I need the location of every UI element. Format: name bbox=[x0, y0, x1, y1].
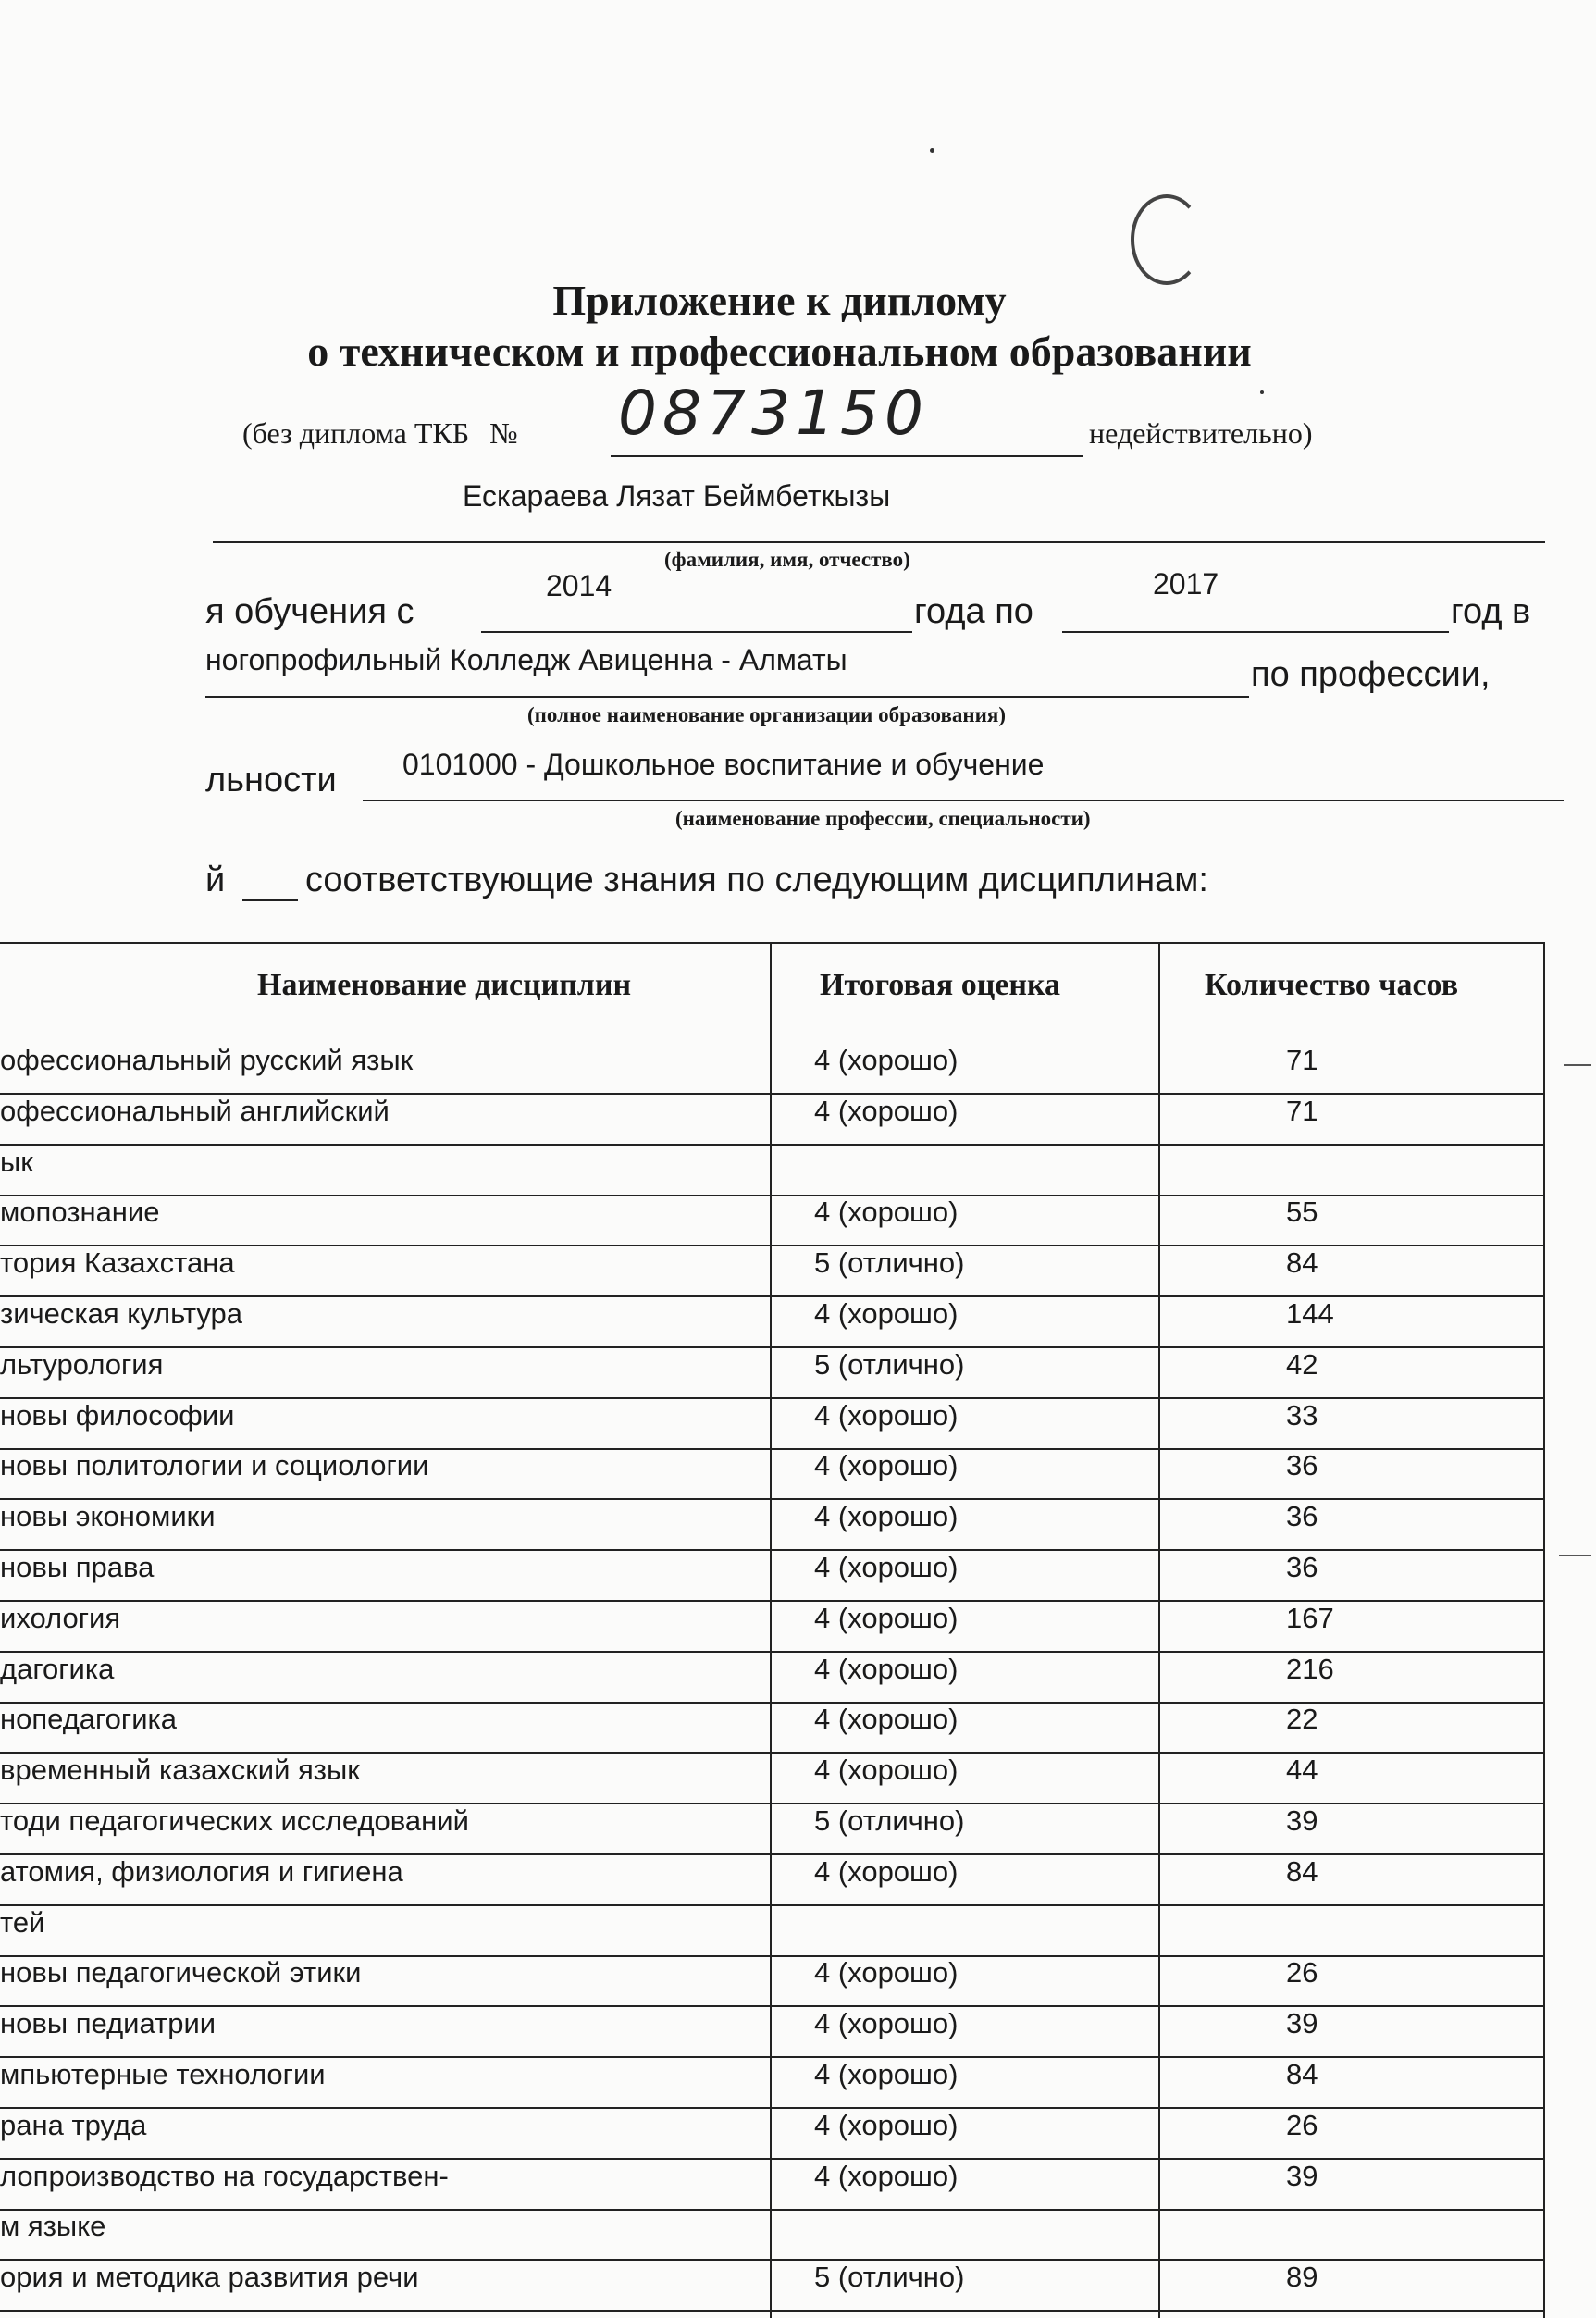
organization-name: ногопрофильный Колледж Авиценна - Алматы bbox=[205, 643, 847, 676]
hours-cell: 36 bbox=[1286, 1449, 1318, 1481]
grade-cell: 5 (отлично) bbox=[814, 1804, 965, 1837]
grade-cell: 4 (хорошо) bbox=[814, 1297, 959, 1330]
validity-line bbox=[242, 416, 518, 451]
grade-cell: 4 (хорошо) bbox=[814, 2109, 959, 2141]
discipline-name-cell: новы права bbox=[0, 1551, 155, 1583]
period-middle: года по bbox=[914, 592, 1033, 631]
hours-cell: 216 bbox=[1286, 1653, 1334, 1685]
table-row bbox=[0, 1956, 1545, 2007]
diploma-number-underline bbox=[611, 455, 1083, 457]
hours-cell: 36 bbox=[1286, 1500, 1318, 1532]
organization-caption: (полное наименование организации образования) bbox=[527, 703, 1007, 726]
table-row bbox=[0, 2007, 1545, 2058]
hours-cell: 33 bbox=[1286, 1399, 1318, 1432]
knowledge-blank bbox=[242, 899, 298, 901]
hours-cell: 44 bbox=[1286, 1754, 1318, 1786]
table-row bbox=[0, 1095, 1545, 1146]
table-row bbox=[0, 1449, 1545, 1500]
grade-cell: 4 (хорошо) bbox=[814, 1855, 959, 1888]
specialty-caption: (наименование профессии, специальности) bbox=[675, 807, 1091, 830]
table-row bbox=[0, 1653, 1545, 1704]
hours-cell: 39 bbox=[1286, 2007, 1318, 2039]
discipline-name-cell: офессиональный английский bbox=[0, 1095, 390, 1127]
table-row bbox=[0, 1297, 1545, 1348]
grade-cell: 4 (хорошо) bbox=[814, 1754, 959, 1786]
hours-cell: 89 bbox=[1286, 2261, 1318, 2293]
margin-tick bbox=[1559, 1555, 1591, 1556]
title-line-2: о техническом и профессиональном образовании bbox=[307, 328, 1252, 375]
discipline-name-cell: новы педагогической этики bbox=[0, 1956, 362, 1989]
discipline-name-cell: офессиональный русский язык bbox=[0, 1044, 414, 1076]
header-hours: Количество часов bbox=[1205, 968, 1459, 1002]
hours-cell: 39 bbox=[1286, 2160, 1318, 2192]
handwritten-c-mark bbox=[1131, 194, 1203, 285]
table-row bbox=[0, 1754, 1545, 1804]
hours-cell: 36 bbox=[1286, 1551, 1318, 1583]
knowledge-prefix: й bbox=[205, 861, 226, 899]
discipline-name-cell: тоди педагогических исследований bbox=[0, 1804, 469, 1837]
speck bbox=[930, 148, 934, 153]
table-row bbox=[0, 2058, 1545, 2109]
discipline-name-cell: новы философии bbox=[0, 1399, 235, 1432]
full-name: Ескараева Лязат Беймбеткызы bbox=[463, 479, 891, 513]
grade-cell: 4 (хорошо) bbox=[814, 1095, 959, 1127]
grade-cell: 4 (хорошо) bbox=[814, 1551, 959, 1583]
grade-cell: 4 (хорошо) bbox=[814, 1703, 959, 1735]
table-row bbox=[0, 1399, 1545, 1450]
table-row bbox=[0, 1196, 1545, 1246]
hours-cell: 84 bbox=[1286, 1855, 1318, 1888]
diploma-number: 0873150 bbox=[618, 378, 929, 449]
table-row bbox=[0, 1855, 1545, 1906]
table-row bbox=[0, 1602, 1545, 1653]
hours-cell: 39 bbox=[1286, 1804, 1318, 1837]
discipline-name-cell: тей bbox=[0, 1906, 45, 1939]
grade-cell: 4 (хорошо) bbox=[814, 2007, 959, 2039]
period-prefix: я обучения с bbox=[205, 592, 414, 631]
table-row bbox=[0, 1804, 1545, 1855]
hours-cell: 167 bbox=[1286, 1602, 1334, 1634]
discipline-name-cell: временный казахский язык bbox=[0, 1754, 360, 1786]
hours-cell: 84 bbox=[1286, 1246, 1318, 1279]
hours-cell: 26 bbox=[1286, 1956, 1318, 1989]
grade-cell: 4 (хорошо) bbox=[814, 1449, 959, 1481]
hours-cell: 42 bbox=[1286, 1348, 1318, 1381]
hours-cell: 71 bbox=[1286, 1095, 1318, 1127]
hours-cell: 26 bbox=[1286, 2109, 1318, 2141]
header-final-grade: Итоговая оценка bbox=[820, 968, 1061, 1002]
discipline-name-cell: новы экономики bbox=[0, 1500, 216, 1532]
period-suffix: год в bbox=[1451, 592, 1531, 631]
table-row bbox=[0, 1146, 1545, 1196]
hours-cell: 144 bbox=[1286, 1297, 1334, 1330]
knowledge-text: соответствующие знания по следующим дисциплинам: bbox=[305, 861, 1208, 899]
table-row bbox=[0, 1500, 1545, 1551]
row-divider bbox=[0, 2310, 1545, 2312]
discipline-name-cell: м языке bbox=[0, 2210, 106, 2242]
full-name-caption: (фамилия, имя, отчество) bbox=[664, 548, 910, 571]
grade-cell: 4 (хорошо) bbox=[814, 1602, 959, 1634]
table-row bbox=[0, 1906, 1545, 1957]
table-row bbox=[0, 1703, 1545, 1754]
table-row bbox=[0, 2160, 1545, 2211]
grade-cell: 4 (хорошо) bbox=[814, 2058, 959, 2090]
table-row bbox=[0, 2210, 1545, 2261]
organization-underline bbox=[205, 696, 1249, 698]
grade-cell: 4 (хорошо) bbox=[814, 1653, 959, 1685]
table-row bbox=[0, 2109, 1545, 2160]
full-name-underline bbox=[213, 541, 1545, 543]
hours-cell: 84 bbox=[1286, 2058, 1318, 2090]
disciplines-table bbox=[0, 942, 1545, 2318]
speck bbox=[1260, 390, 1264, 394]
start-year: 2014 bbox=[546, 569, 612, 602]
discipline-name-cell: тория Казахстана bbox=[0, 1246, 235, 1279]
table-row bbox=[0, 1348, 1545, 1399]
discipline-name-cell: рана труда bbox=[0, 2109, 147, 2141]
hours-cell: 22 bbox=[1286, 1703, 1318, 1735]
discipline-name-cell: льтурология bbox=[0, 1348, 164, 1381]
end-year-underline bbox=[1062, 631, 1449, 633]
discipline-name-cell: лопроизводство на государствен- bbox=[0, 2160, 449, 2192]
discipline-name-cell: новы педиатрии bbox=[0, 2007, 217, 2039]
discipline-name-cell: мопознание bbox=[0, 1196, 160, 1228]
discipline-name-cell: ык bbox=[0, 1146, 33, 1178]
table-row bbox=[0, 2261, 1545, 2312]
organization-suffix: по профессии, bbox=[1251, 655, 1491, 694]
table-row bbox=[0, 1044, 1545, 1095]
grade-cell: 4 (хорошо) bbox=[814, 1500, 959, 1532]
discipline-name-cell: нопедагогика bbox=[0, 1703, 178, 1735]
grade-cell: 4 (хорошо) bbox=[814, 2160, 959, 2192]
margin-tick bbox=[1564, 1064, 1591, 1066]
discipline-name-cell: атомия, физиология и гигиена bbox=[0, 1855, 403, 1888]
specialty-name: 0101000 - Дошкольное воспитание и обучение bbox=[402, 748, 1045, 781]
end-year: 2017 bbox=[1153, 567, 1219, 601]
validity-prefix: (без диплома ТКБ bbox=[242, 416, 470, 450]
validity-suffix: недействительно) bbox=[1089, 416, 1313, 450]
grade-cell: 4 (хорошо) bbox=[814, 1044, 959, 1076]
hours-cell: 55 bbox=[1286, 1196, 1318, 1228]
grade-cell: 4 (хорошо) bbox=[814, 1956, 959, 1989]
grade-cell: 5 (отлично) bbox=[814, 1348, 965, 1381]
discipline-name-cell: ория и методика развития речи bbox=[0, 2261, 419, 2293]
table-row bbox=[0, 1246, 1545, 1297]
discipline-name-cell: зическая культура bbox=[0, 1297, 243, 1330]
hours-cell: 71 bbox=[1286, 1044, 1318, 1076]
grade-cell: 4 (хорошо) bbox=[814, 1399, 959, 1432]
discipline-name-cell: дагогика bbox=[0, 1653, 115, 1685]
header-discipline-name: Наименование дисциплин bbox=[257, 968, 632, 1002]
discipline-name-cell: мпьютерные технологии bbox=[0, 2058, 326, 2090]
grade-cell: 5 (отлично) bbox=[814, 2261, 965, 2293]
number-sign: № bbox=[489, 416, 518, 450]
specialty-underline bbox=[363, 800, 1564, 801]
grade-cell: 5 (отлично) bbox=[814, 1246, 965, 1279]
table-row bbox=[0, 1551, 1545, 1602]
title-line-1: Приложение к диплому bbox=[552, 277, 1007, 324]
start-year-underline bbox=[481, 631, 912, 633]
discipline-name-cell: новы политологии и социологии bbox=[0, 1449, 429, 1481]
table-top-border bbox=[0, 942, 1545, 944]
discipline-name-cell: ихология bbox=[0, 1602, 121, 1634]
specialty-prefix: льности bbox=[205, 761, 337, 800]
grade-cell: 4 (хорошо) bbox=[814, 1196, 959, 1228]
